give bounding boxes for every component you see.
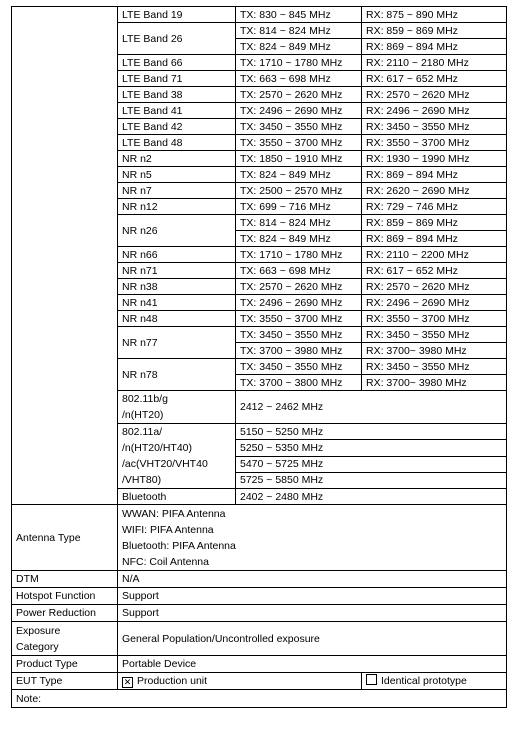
wifi-bg-range: 2412 ~ 2462 MHz (236, 391, 507, 424)
eut-option-production (118, 673, 362, 690)
tx-range: TX: 3450 ~ 3550 MHz (236, 359, 362, 375)
rx-range: RX: 2496 ~ 2690 MHz (362, 103, 507, 119)
rx-range: RX: 729 ~ 746 MHz (362, 199, 507, 215)
spec-table-body (12, 7, 507, 708)
product-type-label: Product Type (12, 656, 118, 673)
wifi-bg-label: 802.11b/g /n(HT20) (118, 391, 236, 424)
table-row (12, 622, 507, 656)
tx-range: TX: 2496 ~ 2690 MHz (236, 295, 362, 311)
band-name: NR n66 (118, 247, 236, 263)
tx-range: TX: 2500 ~ 2570 MHz (236, 183, 362, 199)
band-name: NR n5 (118, 167, 236, 183)
band-name: NR n78 (118, 359, 236, 391)
tx-range: TX: 824 ~ 849 MHz (236, 39, 362, 55)
wifi-a-label: 802.11a/ /n(HT20/HT40) /ac(VHT20/VHT40 /VHT80) (118, 424, 236, 489)
tx-range: TX: 2496 ~ 2690 MHz (236, 103, 362, 119)
table-row (12, 505, 507, 571)
table-row (12, 7, 507, 23)
exposure-category-label: Exposure Category (12, 622, 118, 656)
band-name: NR n41 (118, 295, 236, 311)
rx-range: RX: 3550 ~ 3700 MHz (362, 311, 507, 327)
tx-range: TX: 3700 ~ 3800 MHz (236, 375, 362, 391)
rx-range: RX: 3700~ 3980 MHz (362, 343, 507, 359)
rx-range: RX: 2570 ~ 2620 MHz (362, 87, 507, 103)
band-name: LTE Band 71 (118, 71, 236, 87)
note-cell: Note: (12, 690, 507, 708)
eut-option-prototype (362, 673, 507, 690)
rx-range: RX: 3550 ~ 3700 MHz (362, 135, 507, 151)
rx-range: RX: 2110 ~ 2200 MHz (362, 247, 507, 263)
antenna-line: Bluetooth: PIFA Antenna (122, 539, 236, 552)
identical-prototype-label: Identical prototype (381, 675, 467, 687)
antenna-line: WIFI: PIFA Antenna (122, 523, 214, 536)
blank-label-cell (12, 7, 118, 505)
antenna-type-label: Antenna Type (12, 505, 118, 571)
rx-range: RX: 2620 ~ 2690 MHz (362, 183, 507, 199)
production-unit-label: Production unit (137, 675, 208, 687)
hotspot-function-value: Support (118, 588, 507, 605)
band-name: NR n71 (118, 263, 236, 279)
bluetooth-range: 2402 ~ 2480 MHz (236, 489, 507, 505)
wifi-a-range: 5150 ~ 5250 MHz (236, 424, 507, 440)
tx-range: TX: 824 ~ 849 MHz (236, 167, 362, 183)
rx-range: RX: 617 ~ 652 MHz (362, 71, 507, 87)
production-unit-checkbox[interactable]: ✕ (123, 677, 132, 687)
band-name: LTE Band 19 (118, 7, 236, 23)
band-name: LTE Band 66 (118, 55, 236, 71)
band-name: NR n77 (118, 327, 236, 359)
rx-range: RX: 3450 ~ 3550 MHz (362, 119, 507, 135)
tx-range: TX: 3450 ~ 3550 MHz (236, 119, 362, 135)
rx-range: RX: 3450 ~ 3550 MHz (362, 327, 507, 343)
band-name: LTE Band 42 (118, 119, 236, 135)
band-name: NR n12 (118, 199, 236, 215)
table-row (12, 690, 507, 708)
wifi-a-range: 5250 ~ 5350 MHz (236, 440, 507, 456)
antenna-type-value (118, 505, 507, 571)
tx-range: TX: 1710 ~ 1780 MHz (236, 247, 362, 263)
band-name: NR n48 (118, 311, 236, 327)
table-row (12, 673, 507, 690)
antenna-line: NFC: Coil Antenna (122, 555, 209, 568)
tx-range: TX: 699 ~ 716 MHz (236, 199, 362, 215)
table-row (12, 588, 507, 605)
tx-range: TX: 3550 ~ 3700 MHz (236, 135, 362, 151)
tx-range: TX: 3700 ~ 3980 MHz (236, 343, 362, 359)
spec-table (11, 6, 507, 708)
exposure-category-value: General Population/Uncontrolled exposure (118, 622, 507, 656)
table-row (12, 571, 507, 588)
tx-range: TX: 814 ~ 824 MHz (236, 23, 362, 39)
tx-range: TX: 1710 ~ 1780 MHz (236, 55, 362, 71)
rx-range: RX: 617 ~ 652 MHz (362, 263, 507, 279)
rx-range: RX: 869 ~ 894 MHz (362, 231, 507, 247)
dtm-value: N/A (118, 571, 507, 588)
rx-range: RX: 1930 ~ 1990 MHz (362, 151, 507, 167)
table-row (12, 656, 507, 673)
rx-range: RX: 2496 ~ 2690 MHz (362, 295, 507, 311)
rx-range: RX: 2110 ~ 2180 MHz (362, 55, 507, 71)
tx-range: TX: 2570 ~ 2620 MHz (236, 279, 362, 295)
bluetooth-label: Bluetooth (118, 489, 236, 505)
table-row (12, 605, 507, 622)
eut-type-label: EUT Type (12, 673, 118, 690)
identical-prototype-checkbox[interactable] (366, 674, 377, 685)
tx-range: TX: 814 ~ 824 MHz (236, 215, 362, 231)
band-name: LTE Band 26 (118, 23, 236, 55)
wifi-a-range: 5470 ~ 5725 MHz (236, 456, 507, 472)
wifi-a-range: 5725 ~ 5850 MHz (236, 472, 507, 488)
rx-range: RX: 869 ~ 894 MHz (362, 167, 507, 183)
band-name: LTE Band 48 (118, 135, 236, 151)
rx-range: RX: 875 ~ 890 MHz (362, 7, 507, 23)
band-name: LTE Band 38 (118, 87, 236, 103)
dtm-label: DTM (12, 571, 118, 588)
rx-range: RX: 859 ~ 869 MHz (362, 215, 507, 231)
rx-range: RX: 3700~ 3980 MHz (362, 375, 507, 391)
product-type-value: Portable Device (118, 656, 507, 673)
band-name: NR n38 (118, 279, 236, 295)
band-name: NR n26 (118, 215, 236, 247)
rx-range: RX: 859 ~ 869 MHz (362, 23, 507, 39)
tx-range: TX: 830 ~ 845 MHz (236, 7, 362, 23)
antenna-line: WWAN: PIFA Antenna (122, 507, 226, 520)
power-reduction-label: Power Reduction (12, 605, 118, 622)
tx-range: TX: 3550 ~ 3700 MHz (236, 311, 362, 327)
rx-range: RX: 2570 ~ 2620 MHz (362, 279, 507, 295)
tx-range: TX: 663 ~ 698 MHz (236, 263, 362, 279)
tx-range: TX: 1850 ~ 1910 MHz (236, 151, 362, 167)
tx-range: TX: 2570 ~ 2620 MHz (236, 87, 362, 103)
band-name: LTE Band 41 (118, 103, 236, 119)
tx-range: TX: 663 ~ 698 MHz (236, 71, 362, 87)
tx-range: TX: 3450 ~ 3550 MHz (236, 327, 362, 343)
hotspot-function-label: Hotspot Function (12, 588, 118, 605)
power-reduction-value: Support (118, 605, 507, 622)
rx-range: RX: 869 ~ 894 MHz (362, 39, 507, 55)
band-name: NR n2 (118, 151, 236, 167)
band-name: NR n7 (118, 183, 236, 199)
tx-range: TX: 824 ~ 849 MHz (236, 231, 362, 247)
rx-range: RX: 3450 ~ 3550 MHz (362, 359, 507, 375)
